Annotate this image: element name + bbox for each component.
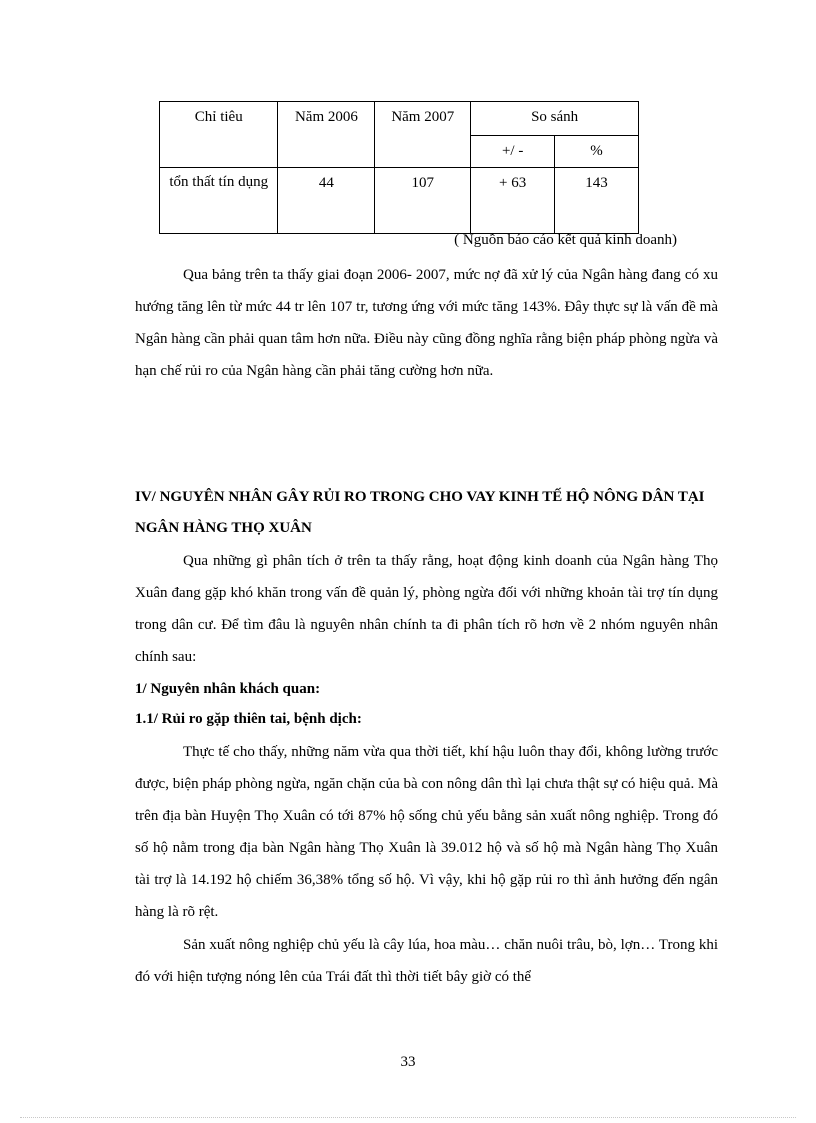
paragraph-4: Sản xuất nông nghiệp chủ yếu là cây lúa, hoa màu… chăn nuôi trâu, bò, lợn… Trong khi đó với hiện tượng nóng lên của Trái đất thì thời tiết bây giờ có thể (135, 937, 718, 985)
header-year-2007: Năm 2007 (375, 102, 471, 168)
table-source-note: ( Nguồn báo cáo kết quả kinh doanh) (454, 232, 677, 248)
header-diff: +/ - (471, 136, 555, 168)
table-header-row (160, 102, 639, 136)
paragraph-3: Thực tế cho thấy, những năm vừa qua thời tiết, khí hậu luôn thay đổi, không lường trước được, biện pháp phòng ngừa, ngăn chặn của bà con nông dân thì lại chưa thật sự có hiệu quả. Mà trên địa bàn Huyện Thọ Xuân có tới 87% hộ sống chủ yếu bằng sản xuất nông nghiệp. Trong đó số hộ nằm trong địa bàn Ngân hàng Thọ Xuân là 39.012 hộ và số hộ mà Ngân hàng Thọ Xuân tài trợ là 14.192 hộ chiếm 36,38% tổng số hộ. Vì vậy, khi hộ gặp rủi ro thì ảnh hưởng đến ngân hàng là rõ rệt. (135, 744, 718, 920)
row-year-2006: 44 (278, 168, 375, 234)
page-bottom-divider (20, 1117, 796, 1118)
subheading-objective-causes: 1/ Nguyên nhân khách quan: (135, 681, 321, 697)
credit-loss-table (159, 101, 639, 234)
page-number: 33 (400, 1054, 416, 1070)
header-percent: % (555, 136, 639, 168)
row-diff: + 63 (471, 168, 555, 234)
paragraph-1: Qua bảng trên ta thấy giai đoạn 2006- 2007, mức nợ đã xử lý của Ngân hàng đang có xu hướng tăng lên từ mức 44 tr lên 107 tr, tương ứng với mức tăng 143%. Đây thực sự là vấn đề mà Ngân hàng cần phải quan tâm hơn nữa. Điều này cũng đồng nghĩa rằng biện pháp phòng ngừa và hạn chế rủi ro của Ngân hàng cần phải tăng cường hơn nữa. (135, 267, 718, 379)
header-comparison: So sánh (471, 102, 639, 136)
row-percent: 143 (555, 168, 639, 234)
header-year-2006: Năm 2006 (278, 102, 375, 168)
table-row (160, 168, 639, 234)
row-indicator: tổn thất tín dụng (160, 168, 278, 234)
section-heading: IV/ NGUYÊN NHÂN GÂY RỦI RO TRONG CHO VAY KINH TẾ HỘ NÔNG DÂN TẠI NGÂN HÀNG THỌ XUÂN (135, 489, 705, 536)
subheading-natural-disasters: 1.1/ Rủi ro gặp thiên tai, bệnh dịch: (135, 711, 362, 727)
header-indicator: Chỉ tiêu (160, 102, 278, 168)
paragraph-2: Qua những gì phân tích ở trên ta thấy rằng, hoạt động kinh doanh của Ngân hàng Thọ Xuân đang gặp khó khăn trong vấn đề quản lý, phòng ngừa đối với những khoản tài trợ tín dụng trong dân cư. Để tìm đâu là nguyên nhân chính ta đi phân tích rõ hơn về 2 nhóm nguyên nhân chính sau: (135, 553, 718, 665)
row-year-2007: 107 (375, 168, 471, 234)
